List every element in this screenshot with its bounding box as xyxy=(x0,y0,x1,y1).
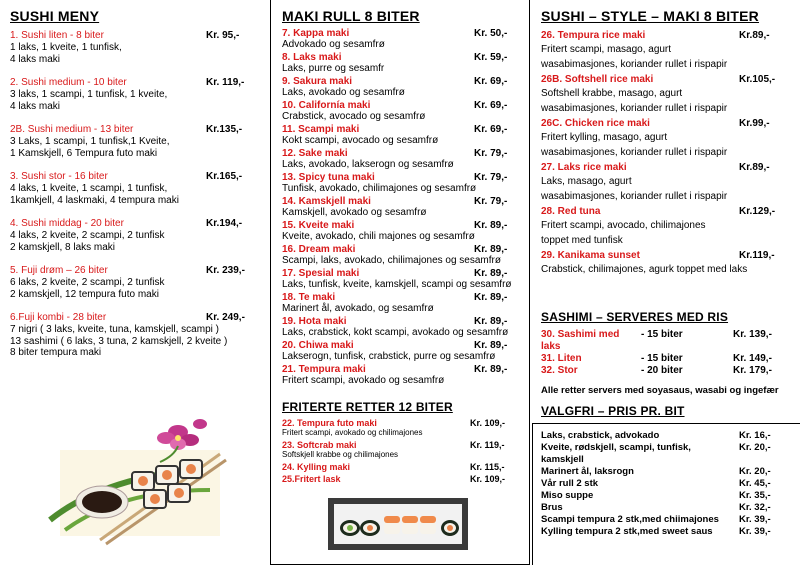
sashimi-name: 31. Liten xyxy=(541,353,582,364)
menu-item-price: Kr. 119,- xyxy=(470,440,505,450)
menu-item-description: Fritert scampi, avokado og chilimajones xyxy=(282,428,423,437)
menu-item-description: Crabstick, avocado og sesamfrø xyxy=(282,111,426,122)
valgfri-price: Kr. 16,- xyxy=(739,430,771,441)
menu-item-description: Fritert scampi, masago, agurt xyxy=(541,44,672,55)
menu-item xyxy=(282,440,520,460)
menu-item-description: Crabstick, chilimajones, agurk toppet med laks xyxy=(541,264,748,275)
menu-item-description: wasabimasjones, koriander rullet i rispapir xyxy=(541,103,728,114)
valgfri-name: Miso suppe xyxy=(541,490,594,501)
valgfri-name: Kylling tempura 2 stk,med sweet saus xyxy=(541,526,713,537)
valgfri-row xyxy=(541,454,793,466)
menu-item-row xyxy=(282,268,520,279)
sushi-style-maki-heading: SUSHI – STYLE – MAKI 8 BITER xyxy=(541,8,759,24)
menu-item xyxy=(282,340,520,363)
menu-item-name: 23. Softcrab maki xyxy=(282,440,357,450)
menu-item-row xyxy=(10,171,246,183)
menu-item-name: 7. Kappa maki xyxy=(282,28,350,39)
valgfri-name: Marinert ål, laksrogn xyxy=(541,466,634,477)
menu-item xyxy=(541,30,793,72)
menu-item-row xyxy=(282,418,520,428)
menu-item-row xyxy=(282,244,520,255)
menu-item-price: Kr. 69,- xyxy=(474,124,508,135)
menu-item-name: 8. Laks maki xyxy=(282,52,342,63)
valgfri-price: Kr. 32,- xyxy=(739,502,771,513)
sushi-style-maki-list xyxy=(541,30,793,277)
menu-item-description: 4 laks, 2 kveite, 2 scampi, 2 tunfisk xyxy=(10,230,165,241)
menu-item-name: 21. Tempura maki xyxy=(282,364,366,375)
menu-item-description: Fritert scampi, avokado og sesamfrø xyxy=(282,375,445,386)
menu-item-description: Kveite, avokado, chili majones og sesamfrø xyxy=(282,231,475,242)
menu-item-price: Kr. 89,- xyxy=(474,316,508,327)
menu-item-row xyxy=(282,196,520,207)
menu-item-price: Kr. 119,- xyxy=(206,77,245,88)
sushi-tray-image xyxy=(328,498,468,550)
menu-item-row xyxy=(282,440,520,450)
maki-rull-list xyxy=(282,28,520,387)
menu-item-description: 4 laks maki xyxy=(10,53,61,65)
menu-item-row xyxy=(282,100,520,111)
valgfri-price: Kr. 35,- xyxy=(739,490,771,501)
menu-item-row xyxy=(10,218,246,230)
valgfri-name: Laks, crabstick, advokado xyxy=(541,430,660,441)
menu-item-name: 28. Red tuna xyxy=(541,206,601,217)
maki-rull-column xyxy=(282,8,520,388)
menu-item-description: wasabimasjones, koriander rullet i rispapir xyxy=(541,59,728,70)
menu-item-name: 3. Sushi stor - 16 biter xyxy=(10,171,108,182)
menu-item-name: 5. Fuji drøm – 26 biter xyxy=(10,265,108,276)
menu-item-description: 4 laks, 1 kveite, 1 scampi, 1 tunfisk, xyxy=(10,183,168,194)
menu-item-price: Kr. 59,- xyxy=(474,52,508,63)
menu-item-price: Kr. 79,- xyxy=(474,148,508,159)
sashimi-price: Kr. 149,- xyxy=(733,353,772,364)
menu-item xyxy=(541,162,793,204)
menu-item-name: 16. Dream maki xyxy=(282,244,356,255)
menu-item-name: 26C. Chicken rice maki xyxy=(541,118,650,129)
menu-item xyxy=(282,418,520,438)
menu-item-description: Softskjell krabbe og chilimajones xyxy=(282,450,399,459)
menu-item-row xyxy=(282,76,520,87)
menu-item xyxy=(10,312,246,359)
menu-item-price: Kr. 69,- xyxy=(474,76,508,87)
menu-item-description: Tunfisk, avokado, chilimajones og sesamfrø xyxy=(282,183,477,194)
menu-item-description: Laks, purre og sesamfr xyxy=(282,63,385,74)
menu-item-price: Kr. 89,- xyxy=(474,364,508,375)
menu-item-price: Kr.135,- xyxy=(206,124,243,135)
menu-item-description: Softshell krabbe, masago, agurt xyxy=(541,88,683,99)
menu-item-price: Kr. 95,- xyxy=(206,30,240,41)
menu-item-name: 13. Spicy tuna maki xyxy=(282,172,375,183)
menu-item-description: Kamskjell, avokado og sesamfrø xyxy=(282,207,427,218)
menu-item-row xyxy=(282,28,520,39)
menu-item-row xyxy=(282,316,520,327)
menu-item xyxy=(282,124,520,147)
sashimi-list xyxy=(541,329,793,377)
menu-item-name: 14. Kamskjell maki xyxy=(282,196,371,207)
menu-item-price: Kr. 89,- xyxy=(474,244,508,255)
menu-item-description: Advokado og sesamfrø xyxy=(282,39,385,50)
menu-item-price: Kr. 50,- xyxy=(474,28,508,39)
menu-item-description: 3 Laks, 1 scampi, 1 tunfisk,1 Kveite, xyxy=(10,136,170,147)
menu-item-name: 10. Californía maki xyxy=(282,100,371,111)
menu-item-row xyxy=(541,250,793,262)
menu-item-description: Fritert kylling, masago, agurt xyxy=(541,132,668,143)
menu-item-description: Scampi, laks, avokado, chilimajones og sesamfrø xyxy=(282,255,501,266)
menu-item-row xyxy=(282,340,520,351)
menu-item-name: 24. Kylling maki xyxy=(282,462,351,472)
menu-item-price: Kr. 109,- xyxy=(470,474,506,484)
friterte-retter-heading: FRITERTE RETTER 12 BITER xyxy=(282,400,453,414)
sashimi-count: - 15 biter xyxy=(641,353,683,364)
menu-item xyxy=(282,292,520,315)
valgfri-price: Kr. 39,- xyxy=(739,514,771,525)
menu-item-price: Kr. 89,- xyxy=(474,340,508,351)
menu-item xyxy=(282,76,520,99)
valgfri-price: Kr. 39,- xyxy=(739,526,771,537)
valgfri-row xyxy=(541,490,793,502)
valgfri-heading: VALGFRI – PRIS PR. BIT xyxy=(541,404,685,418)
menu-item-row xyxy=(282,462,520,472)
menu-item-row xyxy=(10,77,246,89)
menu-item-name: 6.Fuji kombi - 28 biter xyxy=(10,312,107,323)
menu-item-price: Kr. 109,- xyxy=(470,418,506,428)
sashimi-row xyxy=(541,329,793,353)
sashimi-row xyxy=(541,365,793,377)
menu-item-name: 26B. Softshell rice maki xyxy=(541,74,654,85)
valgfri-row xyxy=(541,466,793,478)
sashimi-row xyxy=(541,353,793,365)
menu-item-price: Kr. 79,- xyxy=(474,172,508,183)
menu-item-description: 6 laks, 2 kveite, 2 scampi, 2 tunfisk xyxy=(10,277,165,288)
menu-item-row xyxy=(10,124,246,136)
menu-item-description: 3 laks, 1 scampi, 1 tunfisk, 1 kveite, xyxy=(10,89,168,100)
valgfri-row xyxy=(541,514,793,526)
menu-item xyxy=(10,171,246,206)
menu-item-price: Kr.194,- xyxy=(206,218,243,229)
serving-note: Alle retter servers med soyasaus, wasabi og ingefær xyxy=(541,385,779,396)
menu-item-name: 15. Kveite maki xyxy=(282,220,355,231)
sushi-style-maki-column xyxy=(541,8,793,279)
menu-item-description: Kokt scampi, avocado og sesamfrø xyxy=(282,135,439,146)
menu-item-name: 17. Spesial maki xyxy=(282,268,360,279)
menu-item xyxy=(282,244,520,267)
menu-item-price: Kr. 89,- xyxy=(474,268,508,279)
menu-item-price: Kr. 69,- xyxy=(474,100,508,111)
menu-item-row xyxy=(541,162,793,174)
menu-item-row xyxy=(10,265,246,277)
menu-item xyxy=(282,462,520,472)
menu-item xyxy=(282,52,520,75)
menu-item-row xyxy=(541,30,793,42)
friterte-retter-section xyxy=(282,400,520,486)
menu-item-description: Laks, tunfisk, kveite, kamskjell, scampi og sesamfrø xyxy=(282,279,512,290)
menu-item-row xyxy=(10,30,246,42)
menu-item-name: 19. Hota maki xyxy=(282,316,347,327)
valgfri-price: Kr. 20,- xyxy=(739,466,771,477)
menu-item-description: 1 Kamskjell, 6 Tempura futo maki xyxy=(10,147,158,159)
menu-item xyxy=(541,250,793,277)
sushi-plate-image xyxy=(40,410,230,550)
menu-item-description: Laks, avokado og sesamfrø xyxy=(282,87,405,98)
menu-item xyxy=(10,218,246,253)
valgfri-row xyxy=(541,430,793,442)
menu-item-name: 25.Fritert lask xyxy=(282,474,341,484)
menu-item-price: Kr.99,- xyxy=(739,118,770,129)
menu-item-description: 1 laks, 1 kveite, 1 tunfisk, xyxy=(10,42,122,53)
menu-item-price: Kr.89,- xyxy=(739,162,770,173)
valgfri-row xyxy=(541,442,793,454)
menu-item-description: wasabimasjones, koriander rullet i rispapir xyxy=(541,191,728,202)
menu-item-price: Kr.119,- xyxy=(739,250,775,261)
menu-item-name: 22. Tempura futo maki xyxy=(282,418,377,428)
menu-item-row xyxy=(10,312,246,324)
sashimi-count: - 20 biter xyxy=(641,365,683,376)
menu-item xyxy=(282,172,520,195)
menu-item xyxy=(282,474,520,484)
menu-item-description: 1kamkjell, 4 laskmaki, 4 tempura maki xyxy=(10,194,179,206)
menu-item-name: 27. Laks rice maki xyxy=(541,162,627,173)
valgfri-row xyxy=(541,526,793,538)
menu-item-description: Fritert scampi, avocado, chilimajones xyxy=(541,220,706,231)
menu-item-name: 4. Sushi middag - 20 biter xyxy=(10,218,124,229)
menu-item xyxy=(541,74,793,116)
menu-item-price: Kr. 115,- xyxy=(470,462,505,472)
menu-item-description: Laks, avokado, lakserogn og sesamfrø xyxy=(282,159,454,170)
valgfri-row xyxy=(541,478,793,490)
menu-item-price: Kr.129,- xyxy=(739,206,776,217)
menu-item xyxy=(10,124,246,159)
menu-item-name: 9. Sakura maki xyxy=(282,76,353,87)
sushi-meny-column xyxy=(10,8,246,371)
menu-item xyxy=(541,118,793,160)
menu-item-price: Kr.165,- xyxy=(206,171,243,182)
menu-item xyxy=(282,364,520,387)
menu-item-price: Kr. 249,- xyxy=(206,312,245,323)
menu-item-description: Marinert ål, avokado, og sesamfrø xyxy=(282,303,434,314)
menu-item-name: 18. Te maki xyxy=(282,292,336,303)
menu-item-row xyxy=(541,206,793,218)
menu-item xyxy=(282,196,520,219)
menu-item-name: 26. Tempura rice maki xyxy=(541,30,646,41)
menu-item-price: Kr. 89,- xyxy=(474,220,508,231)
valgfri-list xyxy=(541,430,793,538)
menu-item-row xyxy=(282,474,520,484)
valgfri-row xyxy=(541,502,793,514)
menu-item xyxy=(282,316,520,339)
menu-item xyxy=(541,206,793,248)
valgfri-price: Kr. 45,- xyxy=(739,478,771,489)
menu-item-price: Kr.105,- xyxy=(739,74,776,85)
valgfri-name: Scampi tempura 2 stk,med chiimajones xyxy=(541,514,719,525)
friterte-retter-list xyxy=(282,418,520,484)
maki-rull-heading: MAKI RULL 8 BITER xyxy=(282,8,420,24)
menu-item-description: 2 kamskjell, 12 tempura futo maki xyxy=(10,288,159,300)
menu-item-description: 13 sashimi ( 6 laks, 3 tuna, 2 kamskjell, 2 kveite ) xyxy=(10,335,228,347)
menu-item xyxy=(10,77,246,112)
sashimi-price: Kr. 179,- xyxy=(733,365,772,376)
menu-item xyxy=(282,148,520,171)
menu-item-price: Kr. 239,- xyxy=(206,265,245,276)
menu-item-description: Lakserogn, tunfisk, crabstick, purre og sesamfrø xyxy=(282,351,496,362)
menu-item xyxy=(282,268,520,291)
menu-item-row xyxy=(282,172,520,183)
menu-item-description: 8 biter tempura maki xyxy=(10,347,102,358)
menu-item-description: 7 nigri ( 3 laks, kveite, tuna, kamskjell, scampi ) xyxy=(10,324,219,335)
valgfri-section xyxy=(541,404,793,538)
sushi-meny-heading: SUSHI MENY xyxy=(10,8,100,24)
menu-item-name: 1. Sushi liten - 8 biter xyxy=(10,30,104,41)
menu-item xyxy=(10,265,246,300)
sashimi-heading: SASHIMI – SERVERES MED RIS xyxy=(541,310,729,324)
valgfri-name: kamskjell xyxy=(541,454,584,465)
valgfri-price xyxy=(739,454,793,466)
menu-item xyxy=(282,220,520,243)
valgfri-name: Vår rull 2 stk xyxy=(541,478,599,489)
menu-item-row xyxy=(282,124,520,135)
menu-item-name: 2B. Sushi medium - 13 biter xyxy=(10,124,134,135)
sashimi-count: - 15 biter xyxy=(641,329,683,340)
sashimi-price: Kr. 139,- xyxy=(733,329,772,340)
menu-item xyxy=(10,30,246,65)
menu-item-description: Laks, crabstick, kokt scampi, avokado og sesamfrø xyxy=(282,327,509,338)
menu-item-row xyxy=(282,364,520,375)
menu-item-row xyxy=(282,292,520,303)
menu-item-description: toppet med tunfisk xyxy=(541,235,623,246)
menu-item-price: Kr. 79,- xyxy=(474,196,508,207)
menu-item-name: 29. Kanikama sunset xyxy=(541,250,640,261)
menu-item-name: 2. Sushi medium - 10 biter xyxy=(10,77,127,88)
menu-item-description: wasabimasjones, koriander rullet i rispapir xyxy=(541,147,728,158)
valgfri-price: Kr. 20,- xyxy=(739,442,771,453)
sashimi-section xyxy=(541,310,793,396)
menu-item-description: 2 kamskjell, 8 laks maki xyxy=(10,241,116,253)
valgfri-name: Kveite, rødskjell, scampi, tunfisk, xyxy=(541,442,691,453)
menu-item-row xyxy=(541,118,793,130)
sashimi-name: 32. Stor xyxy=(541,365,578,376)
menu-item-name: 11. Scampi maki xyxy=(282,124,360,135)
menu-item-price: Kr.89,- xyxy=(739,30,770,41)
menu-item-name: 20. Chiwa maki xyxy=(282,340,354,351)
menu-item-row xyxy=(282,52,520,63)
menu-item-description: Laks, masago, agurt xyxy=(541,176,632,187)
menu-item xyxy=(282,100,520,123)
menu-item-row xyxy=(282,148,520,159)
sushi-meny-list xyxy=(10,30,246,359)
menu-item-row xyxy=(541,74,793,86)
menu-item xyxy=(282,28,520,51)
menu-item-row xyxy=(282,220,520,231)
menu-item-price: Kr. 89,- xyxy=(474,292,508,303)
menu-item-name: 12. Sake maki xyxy=(282,148,348,159)
sashimi-name: 30. Sashimi med laks xyxy=(541,329,620,352)
valgfri-name: Brus xyxy=(541,502,563,513)
menu-item-description: 4 laks maki xyxy=(10,100,61,112)
